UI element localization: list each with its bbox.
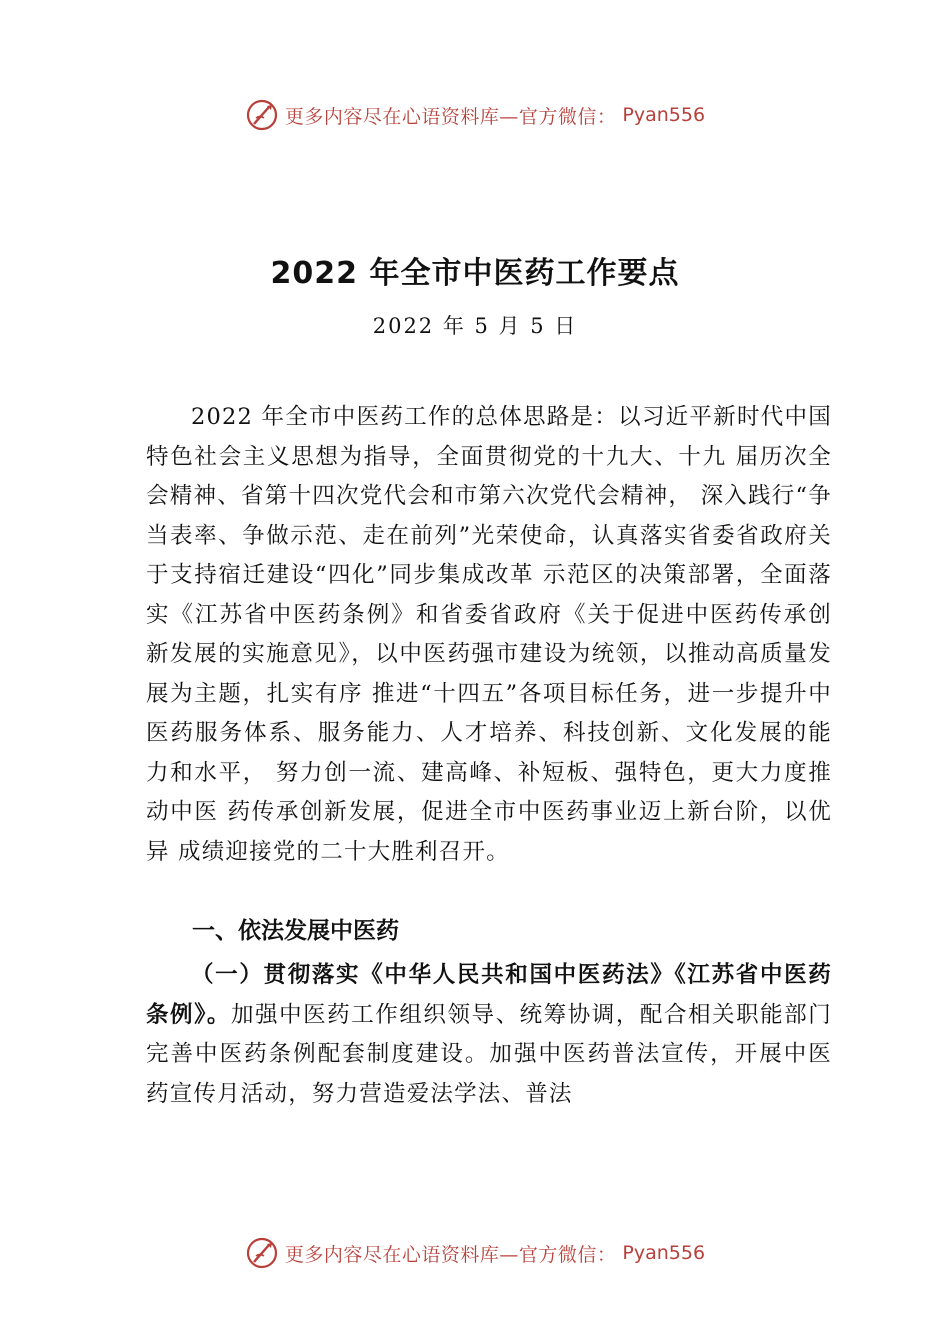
subsection-heading: （一）贯彻落实《中华人民共和国中医药法》《江苏省中医药条例》。: [146, 962, 832, 1028]
intro-paragraph: 2022 年全市中医药工作的总体思路是：以习近平新时代中国特色社会主义思想为指导，全面贯彻党的十九大、十九 届历次全会精神、省第十四次党代会和市第六次党代会精神， 深入践行“争当表率、争做示范、走在前列”光荣使命，认真落实省委省政府关于支持宿迁建设“四化”同步集成改革 示范区的决策部署，全面落实《江苏省中医药条例》和省委省政府《关于促进中医药传承创新发展的实施意见》，以中医药强市建设为统领，以推动高质量发展为主题，扎实有序 推进“十四五”各项目标任务，进一步提升中医药服务体系、服务能力、人才培养、科技创新、文化发展的能力和水平， 努力创一流、建高峰、补短板、强特色，更大力度推动中医 药传承创新发展，促进全市中医药事业迈上新台阶，以优异 成绩迎接党的二十大胜利召开。: [146, 404, 832, 865]
watermark-wechat-id: Pyan556: [622, 104, 706, 126]
watermark-text: 更多内容尽在心语资料库—官方微信：: [284, 105, 617, 128]
document-title: 2022 年全市中医药工作要点: [270, 256, 680, 291]
subsection-paragraph: [146, 956, 832, 1114]
section-heading: 一、依法发展中医药: [192, 918, 399, 944]
watermark-wechat-id: Pyan556: [622, 1242, 706, 1264]
quill-seal-icon: [245, 1236, 279, 1270]
watermark-text: 更多内容尽在心语资料库—官方微信：: [284, 1243, 617, 1266]
watermark-banner-top: [0, 95, 950, 135]
watermark-banner-bottom: [0, 1233, 950, 1273]
subsection-body: 加强中医药工作组织领导、统筹协调，配合相关职能部门完善中医药条例配套制度建设。加强中医药普法宣传，开展中医药宣传月活动，努力营造爱法学法、普法: [146, 1001, 832, 1107]
watermark-inner: [245, 1236, 705, 1270]
watermark-inner: [245, 98, 705, 132]
quill-seal-icon: [245, 98, 279, 132]
document-date: 2022 年 5 月 5 日: [372, 314, 578, 338]
